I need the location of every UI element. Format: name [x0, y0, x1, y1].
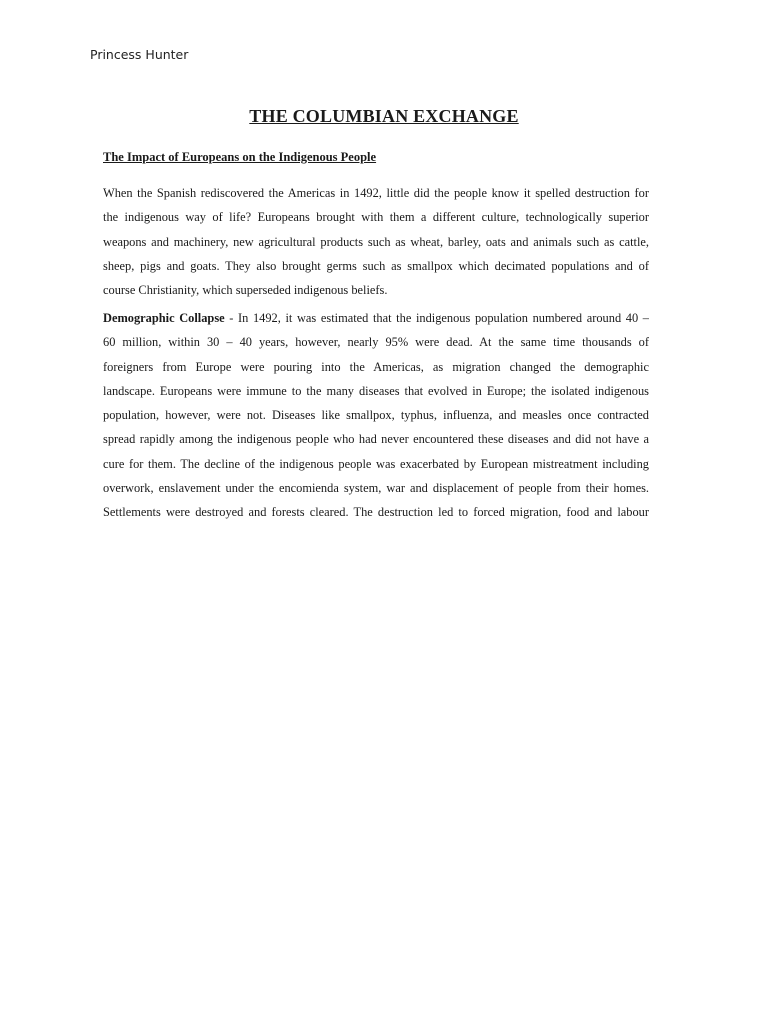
paragraph-lead-term: Demographic Collapse — [103, 311, 225, 325]
paragraph-line: the indigenous way of life? Europeans brought with them a different culture, technologically superior — [103, 210, 649, 225]
paragraph-line: course Christianity, which superseded indigenous beliefs. — [103, 283, 388, 298]
paragraph-line: 60 million, within 30 – 40 years, however, nearly 95% were dead. At the same time thousands of — [103, 335, 649, 350]
paragraph-line: When the Spanish rediscovered the Americas in 1492, little did the people know it spelled destruction for — [103, 186, 649, 200]
paragraph-line: cure for them. The decline of the indigenous people was exacerbated by European mistreatment including — [103, 456, 649, 471]
paragraph-intro — [103, 181, 649, 302]
paragraph-line: Settlements were destroyed and forests cleared. The destruction led to forced migration, food and labour — [103, 505, 649, 520]
paragraph-line-text: - In 1492, it was estimated that the indigenous population numbered around 40 – — [224, 311, 649, 325]
paragraph-line: landscape. Europeans were immune to the many diseases that evolved in Europe; the isolated indigenous — [103, 383, 649, 398]
paragraph-line: foreigners from Europe were pouring into the Americas, as migration changed the demographic — [103, 359, 649, 374]
paragraph-line: overwork, enslavement under the encomienda system, war and displacement of people from their homes. — [103, 481, 649, 496]
paragraph-line: weapons and machinery, new agricultural products such as wheat, barley, oats and animals such as cattle, — [103, 234, 649, 249]
paragraph-line: sheep, pigs and goats. They also brought germs such as smallpox which decimated populations and of — [103, 258, 649, 273]
paragraph-line: population, however, were not. Diseases like smallpox, typhus, influenza, and measles once contracted — [103, 408, 649, 423]
author-name: Princess Hunter — [90, 47, 189, 62]
paragraph-line — [103, 306, 649, 330]
section-subheading: The Impact of Europeans on the Indigenous People — [103, 150, 377, 164]
paragraph-line: spread rapidly among the indigenous people who had never encountered these diseases and did not have a — [103, 432, 649, 447]
paragraph-demographic-collapse — [103, 306, 649, 525]
document-title: THE COLUMBIAN EXCHANGE — [249, 106, 519, 126]
